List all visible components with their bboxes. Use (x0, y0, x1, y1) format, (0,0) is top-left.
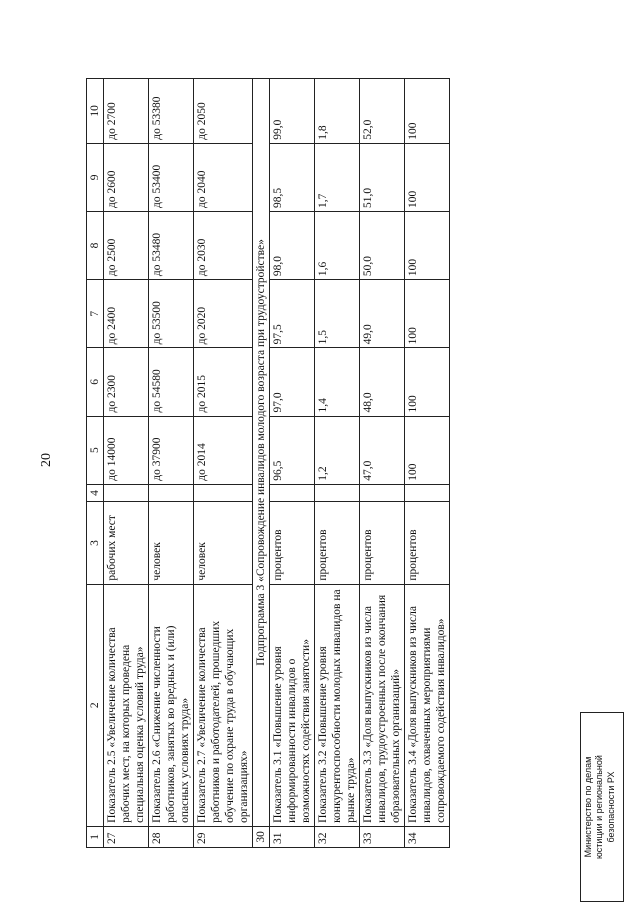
value-cell: до 2400 (104, 280, 149, 348)
value-cell: до 53380 (149, 79, 194, 144)
indicator-name-cell: Показатель 2.5 «Увеличение количества рабочих мест, на которых проведена специальная оценка условий труда» (104, 584, 149, 826)
subprogram-title-cell: Подпрограмма 3 «Сопровождение инвалидов молодого возраста при трудоустройстве» (253, 79, 270, 827)
page-number: 20 (39, 453, 54, 467)
value-cell: 100 (405, 79, 450, 144)
value-cell: 1,7 (315, 143, 360, 211)
value-cell: до 2040 (194, 143, 253, 211)
value-cell: до 2300 (104, 348, 149, 416)
empty-cell (360, 484, 405, 502)
row-number-cell: 34 (405, 826, 450, 847)
column-number: 4 (87, 484, 104, 502)
value-cell: до 2050 (194, 79, 253, 144)
value-cell: до 2700 (104, 79, 149, 144)
value-cell: до 2014 (194, 416, 253, 484)
indicator-name-cell: Показатель 3.4 «Доля выпускников из числа инвалидов, охваченных мероприятиями сопровождаемого содействия инвалидов» (405, 584, 450, 826)
table-row (270, 79, 315, 848)
ministry-stamp (580, 712, 624, 902)
stamp-line: юстиции и региональной (594, 755, 605, 859)
row-number-cell: 28 (149, 826, 194, 847)
table-row (315, 79, 360, 848)
unit-cell: рабочих мест (104, 502, 149, 584)
value-cell: 96,5 (270, 416, 315, 484)
unit-cell: процентов (405, 502, 450, 584)
indicator-name-cell: Показатель 2.7 «Увеличение количества работников и работодателей, прошедших обучение по охране труда в обучающих организациях» (194, 584, 253, 826)
value-cell: 100 (405, 280, 450, 348)
empty-cell (104, 484, 149, 502)
column-number: 5 (87, 416, 104, 484)
value-cell: 97,5 (270, 280, 315, 348)
value-cell: 1,4 (315, 348, 360, 416)
value-cell: 98,5 (270, 143, 315, 211)
row-number-cell: 29 (194, 826, 253, 847)
value-cell: 1,8 (315, 79, 360, 144)
table-row (149, 79, 194, 848)
row-number-cell: 33 (360, 826, 405, 847)
value-cell: до 53480 (149, 211, 194, 279)
value-cell: до 2600 (104, 143, 149, 211)
value-cell: 48,0 (360, 348, 405, 416)
value-cell: до 14000 (104, 416, 149, 484)
value-cell: 47,0 (360, 416, 405, 484)
value-cell: до 2020 (194, 280, 253, 348)
value-cell: 98,0 (270, 211, 315, 279)
value-cell: 49,0 (360, 280, 405, 348)
column-number: 7 (87, 280, 104, 348)
rotated-page-content (86, 78, 616, 848)
stamp-line: безопасности РХ (605, 771, 616, 843)
value-cell: до 54580 (149, 348, 194, 416)
row-number-cell: 32 (315, 826, 360, 847)
indicator-name-cell: Показатель 2.6 «Снижение численности работников, занятых во вредных и (или) опасных условиях труда» (149, 584, 194, 826)
indicator-name-cell: Показатель 3.1 «Повышение уровня информированности инвалидов о возможностях содействия занятости» (270, 584, 315, 826)
value-cell: 1,6 (315, 211, 360, 279)
column-number: 1 (87, 826, 104, 847)
value-cell: 100 (405, 416, 450, 484)
value-cell: 100 (405, 211, 450, 279)
value-cell: 100 (405, 143, 450, 211)
row-number-cell: 27 (104, 826, 149, 847)
column-number: 2 (87, 584, 104, 826)
table-row (405, 79, 450, 848)
column-number: 10 (87, 79, 104, 144)
column-number: 3 (87, 502, 104, 584)
table-body (104, 79, 450, 848)
value-cell: 97,0 (270, 348, 315, 416)
empty-cell (149, 484, 194, 502)
value-cell: до 53400 (149, 143, 194, 211)
value-cell: 100 (405, 348, 450, 416)
value-cell: 52,0 (360, 79, 405, 144)
table-row (360, 79, 405, 848)
value-cell: до 2030 (194, 211, 253, 279)
table-row (194, 79, 253, 848)
indicator-name-cell: Показатель 3.2 «Повышение уровня конкурентоспособности молодых инвалидов на рынке труда» (315, 584, 360, 826)
unit-cell: человек (194, 502, 253, 584)
column-number: 6 (87, 348, 104, 416)
empty-cell (194, 484, 253, 502)
stamp-line: Министерство по делам (583, 756, 593, 858)
column-number: 8 (87, 211, 104, 279)
table-row (104, 79, 149, 848)
column-number-row (87, 79, 104, 848)
empty-cell (270, 484, 315, 502)
value-cell: до 2500 (104, 211, 149, 279)
value-cell: 51,0 (360, 143, 405, 211)
empty-cell (405, 484, 450, 502)
unit-cell: процентов (315, 502, 360, 584)
value-cell: до 37900 (149, 416, 194, 484)
value-cell: до 2015 (194, 348, 253, 416)
value-cell: 50,0 (360, 211, 405, 279)
value-cell: 1,5 (315, 280, 360, 348)
column-number: 9 (87, 143, 104, 211)
unit-cell: процентов (360, 502, 405, 584)
value-cell: 99,0 (270, 79, 315, 144)
subprogram-row (253, 79, 270, 848)
value-cell: 1,2 (315, 416, 360, 484)
value-cell: до 53500 (149, 280, 194, 348)
unit-cell: человек (149, 502, 194, 584)
empty-cell (315, 484, 360, 502)
indicator-name-cell: Показатель 3.3 «Доля выпускников из числа инвалидов, трудоустроенных после окончания образовательных организаций» (360, 584, 405, 826)
row-number-cell: 31 (270, 826, 315, 847)
indicators-table (86, 78, 450, 848)
unit-cell: процентов (270, 502, 315, 584)
row-number-cell: 30 (253, 826, 270, 847)
